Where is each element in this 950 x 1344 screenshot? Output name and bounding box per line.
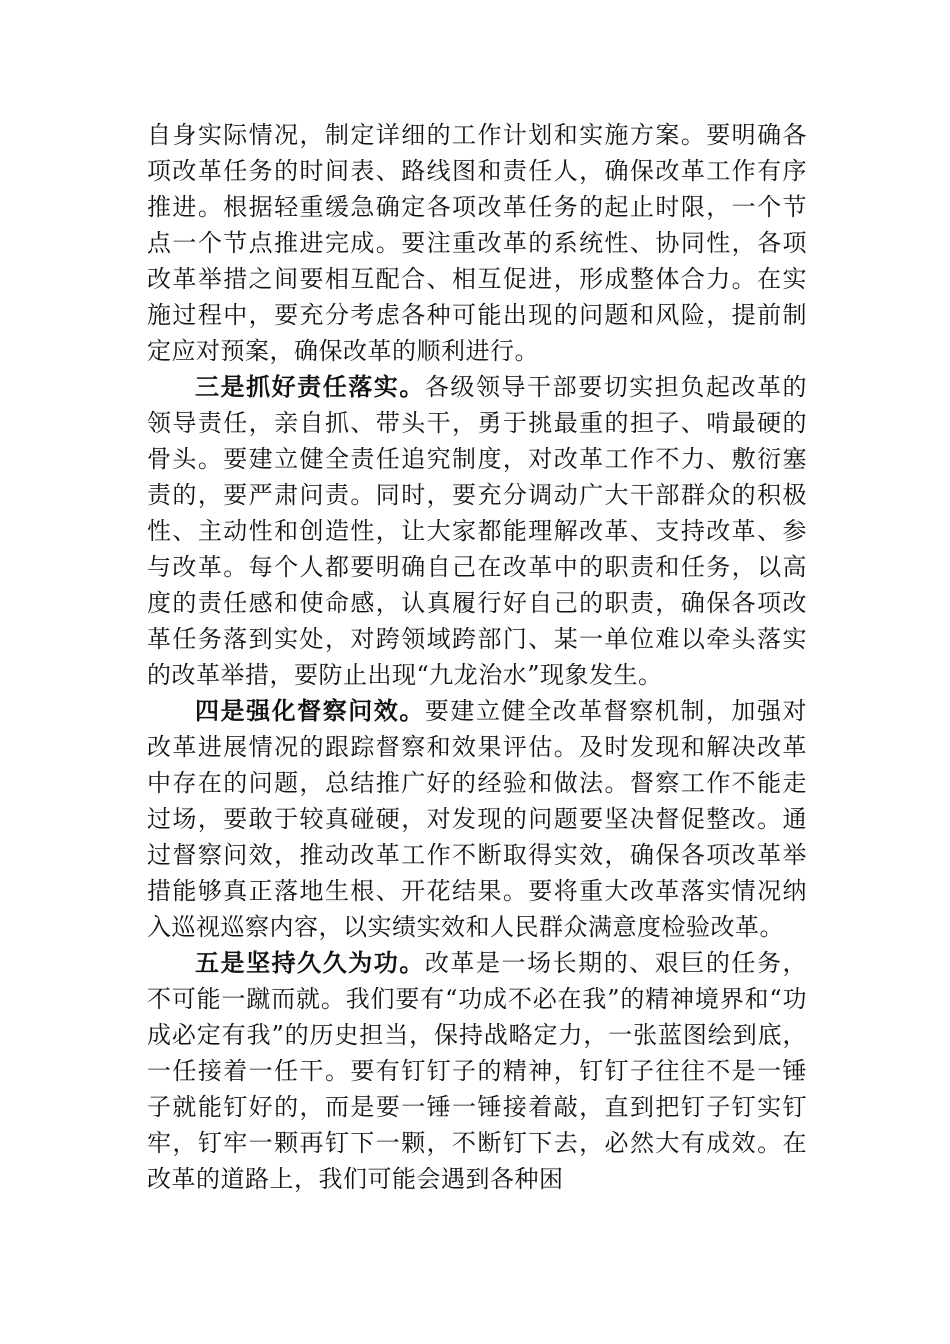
paragraph-persistence bbox=[147, 945, 807, 1197]
paragraph-text: 改革是一场长期的、艰巨的任务，不可能一蹴而就。我们要有“功成不必在我”的精神境界和“功成必定有我”的历史担当，保持战略定力，一张蓝图绘到底，一任接着一任干。要有钉钉子的精神，钉钉子往往不是一锤子就能钉好的，而是要一锤一锤接着敲，直到把钉子钉实钉牢，钉牢一颗再钉下一颗，不断钉下去，必然大有成效。在改革的道路上，我们可能会遇到各种困 bbox=[147, 949, 807, 1193]
paragraph-text: 各级领导干部要切实担负起改革的领导责任，亲自抓、带头干，勇于挑最重的担子、啃最硬的骨头。要建立健全责任追究制度，对改革工作不力、敷衍塞责的，要严肃问责。同时，要充分调动广大干部群众的积极性、主动性和创造性，让大家都能理解改革、支持改革、参与改革。每个人都要明确自己在改革中的职责和任务，以高度的责任感和使命感，认真履行好自己的职责，确保各项改革任务落到实处，对跨领域跨部门、某一单位难以牵头落实的改革举措，要防止出现“九龙治水”现象发生。 bbox=[147, 373, 807, 689]
paragraph-heading: 五是坚持久久为功。 bbox=[195, 948, 425, 977]
paragraph-text: 要建立健全改革督察机制，加强对改革进展情况的跟踪督察和效果评估。及时发现和解决改革中存在的问题，总结推广好的经验和做法。督察工作不能走过场，要敢于较真碰硬，对发现的问题要坚决督促整改。通过督察问效，推动改革工作不断取得实效，确保各项改革举措能够真正落地生根、开花结果。要将重大改革落实情况纳入巡视巡察内容，以实绩实效和人民群众满意度检验改革。 bbox=[147, 697, 807, 941]
paragraph-continued bbox=[147, 117, 807, 369]
paragraph-supervision bbox=[147, 693, 807, 945]
paragraph-responsibility bbox=[147, 369, 807, 693]
paragraph-heading: 四是强化督察问效。 bbox=[195, 696, 425, 725]
document-body bbox=[147, 117, 807, 1197]
paragraph-heading: 三是抓好责任落实。 bbox=[195, 372, 425, 401]
paragraph-text: 自身实际情况，制定详细的工作计划和实施方案。要明确各项改革任务的时间表、路线图和责任人，确保改革工作有序推进。根据轻重缓急确定各项改革任务的起止时限，一个节点一个节点推进完成。要注重改革的系统性、协同性，各项改革举措之间要相互配合、相互促进，形成整体合力。在实施过程中，要充分考虑各种可能出现的问题和风险，提前制定应对预案，确保改革的顺利进行。 bbox=[147, 121, 807, 365]
